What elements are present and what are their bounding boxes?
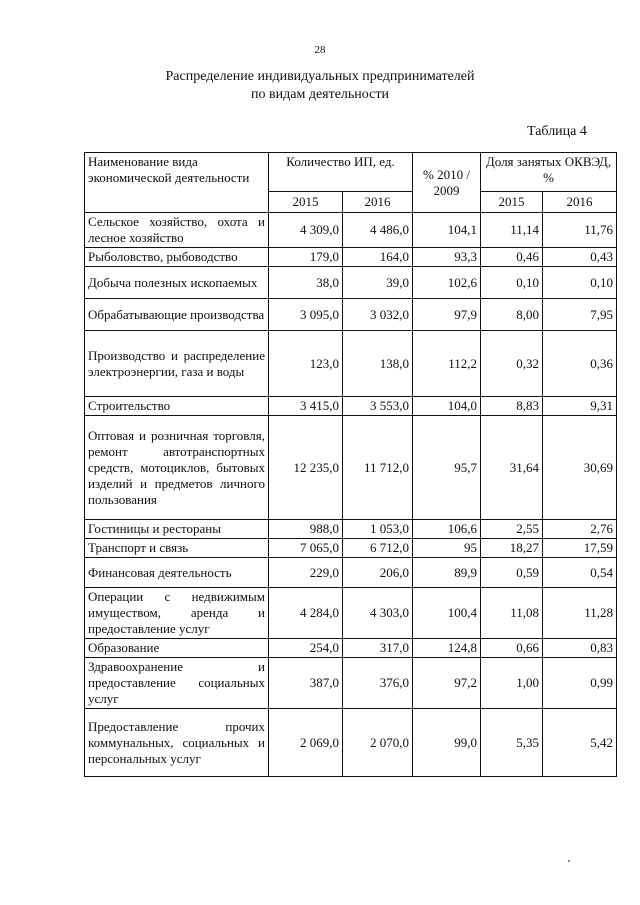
table-row bbox=[85, 416, 617, 520]
count-2016-cell: 11 712,0 bbox=[343, 416, 413, 520]
share-2016-cell: 0,99 bbox=[543, 658, 617, 709]
activity-name-cell: Здравоохранение и предоставление социальных услуг bbox=[85, 658, 269, 709]
count-2016-cell: 4 303,0 bbox=[343, 588, 413, 639]
header-share-2016: 2016 bbox=[543, 192, 617, 213]
percent-change-cell: 97,9 bbox=[413, 299, 481, 331]
count-2015-cell: 12 235,0 bbox=[269, 416, 343, 520]
count-2016-cell: 1 053,0 bbox=[343, 520, 413, 539]
activity-name-cell: Рыболовство, рыбоводство bbox=[85, 248, 269, 267]
activity-name-cell: Транспорт и связь bbox=[85, 539, 269, 558]
count-2015-cell: 387,0 bbox=[269, 658, 343, 709]
count-2015-cell: 4 284,0 bbox=[269, 588, 343, 639]
share-2016-cell: 0,10 bbox=[543, 267, 617, 299]
activity-name-cell: Строительство bbox=[85, 397, 269, 416]
share-2016-cell: 7,95 bbox=[543, 299, 617, 331]
table-label: Таблица 4 bbox=[527, 124, 587, 139]
count-2016-cell: 39,0 bbox=[343, 267, 413, 299]
count-2016-cell: 3 032,0 bbox=[343, 299, 413, 331]
share-2016-cell: 11,76 bbox=[543, 213, 617, 248]
count-2016-cell: 164,0 bbox=[343, 248, 413, 267]
count-2016-cell: 2 070,0 bbox=[343, 709, 413, 777]
activity-name-cell: Гостиницы и рестораны bbox=[85, 520, 269, 539]
percent-change-cell: 100,4 bbox=[413, 588, 481, 639]
count-2016-cell: 4 486,0 bbox=[343, 213, 413, 248]
share-2016-cell: 11,28 bbox=[543, 588, 617, 639]
percent-change-cell: 104,0 bbox=[413, 397, 481, 416]
share-2016-cell: 2,76 bbox=[543, 520, 617, 539]
count-2015-cell: 3 095,0 bbox=[269, 299, 343, 331]
count-2015-cell: 38,0 bbox=[269, 267, 343, 299]
share-2015-cell: 8,00 bbox=[481, 299, 543, 331]
count-2016-cell: 317,0 bbox=[343, 639, 413, 658]
table-row bbox=[85, 588, 617, 639]
count-2016-cell: 138,0 bbox=[343, 331, 413, 397]
activity-name-cell: Добыча полезных ископаемых bbox=[85, 267, 269, 299]
share-2016-cell: 5,42 bbox=[543, 709, 617, 777]
count-2015-cell: 254,0 bbox=[269, 639, 343, 658]
share-2016-cell: 9,31 bbox=[543, 397, 617, 416]
share-2015-cell: 0,59 bbox=[481, 558, 543, 588]
share-2015-cell: 0,32 bbox=[481, 331, 543, 397]
share-2015-cell: 18,27 bbox=[481, 539, 543, 558]
table-row bbox=[85, 331, 617, 397]
count-2015-cell: 3 415,0 bbox=[269, 397, 343, 416]
count-2015-cell: 179,0 bbox=[269, 248, 343, 267]
count-2015-cell: 7 065,0 bbox=[269, 539, 343, 558]
share-2015-cell: 0,10 bbox=[481, 267, 543, 299]
share-2016-cell: 0,54 bbox=[543, 558, 617, 588]
activity-name-cell: Образование bbox=[85, 639, 269, 658]
table-row bbox=[85, 213, 617, 248]
share-2016-cell: 30,69 bbox=[543, 416, 617, 520]
share-2015-cell: 11,08 bbox=[481, 588, 543, 639]
percent-change-cell: 97,2 bbox=[413, 658, 481, 709]
count-2016-cell: 206,0 bbox=[343, 558, 413, 588]
percent-change-cell: 124,8 bbox=[413, 639, 481, 658]
header-count-2016: 2016 bbox=[343, 192, 413, 213]
scan-speck bbox=[568, 860, 570, 862]
share-2015-cell: 2,55 bbox=[481, 520, 543, 539]
table-row bbox=[85, 397, 617, 416]
percent-change-cell: 95 bbox=[413, 539, 481, 558]
page-number: 28 bbox=[314, 44, 326, 56]
percent-change-cell: 99,0 bbox=[413, 709, 481, 777]
count-2016-cell: 6 712,0 bbox=[343, 539, 413, 558]
activity-name-cell: Операции с недвижимым имуществом, аренда и предоставление услуг bbox=[85, 588, 269, 639]
page-title bbox=[0, 68, 640, 104]
share-2015-cell: 0,46 bbox=[481, 248, 543, 267]
activity-table bbox=[84, 152, 617, 777]
count-2015-cell: 4 309,0 bbox=[269, 213, 343, 248]
table-row bbox=[85, 709, 617, 777]
percent-change-cell: 89,9 bbox=[413, 558, 481, 588]
share-2015-cell: 5,35 bbox=[481, 709, 543, 777]
share-2015-cell: 1,00 bbox=[481, 658, 543, 709]
table-row bbox=[85, 299, 617, 331]
count-2016-cell: 3 553,0 bbox=[343, 397, 413, 416]
activity-name-cell: Производство и распределение электроэнергии, газа и воды bbox=[85, 331, 269, 397]
table-row bbox=[85, 267, 617, 299]
header-percent: % 2010 / 2009 bbox=[413, 153, 481, 213]
share-2015-cell: 8,83 bbox=[481, 397, 543, 416]
count-2015-cell: 988,0 bbox=[269, 520, 343, 539]
percent-change-cell: 95,7 bbox=[413, 416, 481, 520]
header-count: Количество ИП, ед. bbox=[269, 153, 413, 192]
share-2016-cell: 0,43 bbox=[543, 248, 617, 267]
table-row bbox=[85, 520, 617, 539]
share-2016-cell: 0,36 bbox=[543, 331, 617, 397]
share-2016-cell: 17,59 bbox=[543, 539, 617, 558]
activity-name-cell: Обрабатывающие производства bbox=[85, 299, 269, 331]
table-row bbox=[85, 558, 617, 588]
percent-change-cell: 93,3 bbox=[413, 248, 481, 267]
header-count-2015: 2015 bbox=[269, 192, 343, 213]
share-2016-cell: 0,83 bbox=[543, 639, 617, 658]
count-2015-cell: 2 069,0 bbox=[269, 709, 343, 777]
share-2015-cell: 11,14 bbox=[481, 213, 543, 248]
header-share-2015: 2015 bbox=[481, 192, 543, 213]
activity-name-cell: Оптовая и розничная торговля, ремонт автотранспортных средств, мотоциклов, бытовых изделий и предметов личного пользования bbox=[85, 416, 269, 520]
table-row bbox=[85, 658, 617, 709]
count-2016-cell: 376,0 bbox=[343, 658, 413, 709]
table-row bbox=[85, 539, 617, 558]
header-activity-name: Наименование вида экономической деятельности bbox=[85, 153, 269, 213]
count-2015-cell: 123,0 bbox=[269, 331, 343, 397]
table-row bbox=[85, 639, 617, 658]
title-line-1: Распределение индивидуальных предпринимателей bbox=[165, 69, 475, 84]
share-2015-cell: 31,64 bbox=[481, 416, 543, 520]
activity-name-cell: Предоставление прочих коммунальных, социальных и персональных услуг bbox=[85, 709, 269, 777]
activity-name-cell: Финансовая деятельность bbox=[85, 558, 269, 588]
share-2015-cell: 0,66 bbox=[481, 639, 543, 658]
title-line-2: по видам деятельности bbox=[251, 87, 389, 102]
header-row bbox=[85, 153, 617, 192]
percent-change-cell: 104,1 bbox=[413, 213, 481, 248]
percent-change-cell: 106,6 bbox=[413, 520, 481, 539]
header-share: Доля занятых ОКВЭД, % bbox=[481, 153, 617, 192]
percent-change-cell: 112,2 bbox=[413, 331, 481, 397]
count-2015-cell: 229,0 bbox=[269, 558, 343, 588]
activity-name-cell: Сельское хозяйство, охота и лесное хозяйство bbox=[85, 213, 269, 248]
percent-change-cell: 102,6 bbox=[413, 267, 481, 299]
table-row bbox=[85, 248, 617, 267]
